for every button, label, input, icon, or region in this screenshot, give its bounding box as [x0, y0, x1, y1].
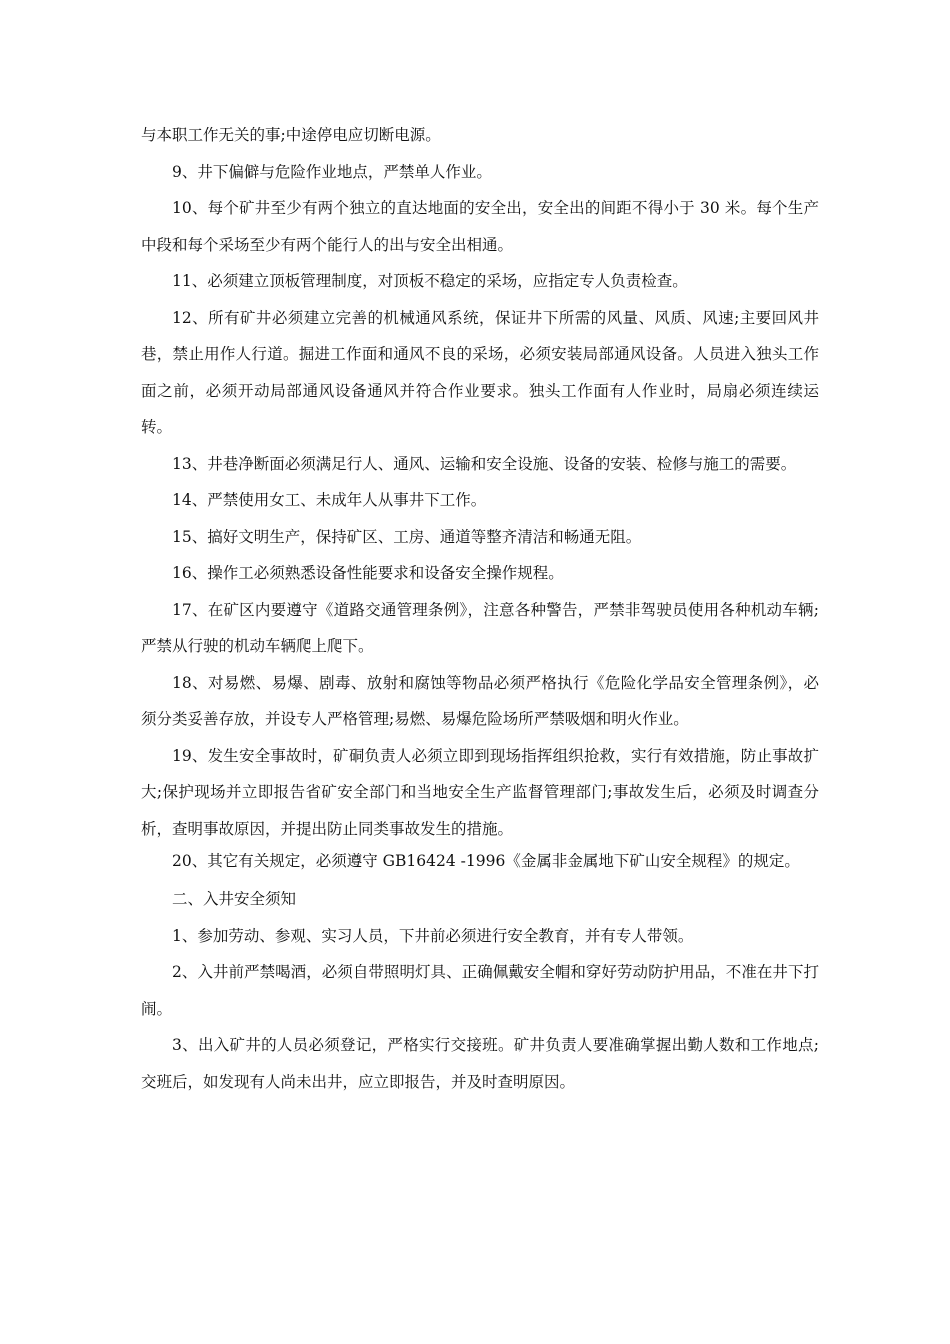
section-heading: 二、入井安全须知 — [172, 890, 297, 908]
paragraph-item-20: 20、其它有关规定，必须遵守 GB16424 -1996《金属非金属地下矿山安全规程》的规定。 — [172, 852, 800, 870]
paragraph-item-13: 13、井巷净断面必须满足行人、通风、运输和安全设施、设备的安装、检修与施工的需要。 — [172, 454, 797, 473]
paragraph-item-15: 15、搞好文明生产，保持矿区、工房、通道等整齐清洁和畅通无阻。 — [172, 527, 642, 546]
paragraph-entry-3: 3、出入矿井的人员必须登记，严格实行交接班。矿井负责人要准确掌握出勤人数和工作地点;交班后，如发现有人尚未出井，应立即报告，并及时查明原因。 — [141, 1036, 819, 1091]
paragraph-item-14: 14、严禁使用女工、未成年人从事井下工作。 — [172, 491, 487, 509]
paragraph-entry-2: 2、入井前严禁喝酒，必须自带照明灯具、正确佩戴安全帽和穿好劳动防护用品，不准在井下打闹。 — [141, 963, 819, 1018]
paragraph-entry-1: 1、参加劳动、参观、实习人员，下井前必须进行安全教育，并有专人带领。 — [172, 926, 694, 945]
paragraph-item-9: 9、井下偏僻与危险作业地点，严禁单人作业。 — [172, 162, 492, 181]
document-body — [141, 117, 819, 1100]
paragraph-item-17: 17、在矿区内要遵守《道路交通管理条例》，注意各种警告，严禁非驾驶员使用各种机动车辆;严禁从行驶的机动车辆爬上爬下。 — [141, 600, 819, 655]
paragraph-item-19: 19、发生安全事故时，矿硐负责人必须立即到现场指挥组织抢救，实行有效措施，防止事故扩大;保护现场并立即报告省矿安全部门和当地安全生产监督管理部门;事故发生后，必须及时调查分析，查明事故原因，并提出防止同类事故发生的措施。 — [141, 746, 819, 838]
paragraph-item-10: 10、每个矿井至少有两个独立的直达地面的安全出，安全出的间距不得小于 30 米。每个生产中段和每个采场至少有两个能行人的出与安全出相通。 — [141, 199, 819, 254]
paragraph-item-18: 18、对易燃、易爆、剧毒、放射和腐蚀等物品必须严格执行《危险化学品安全管理条例》，必须分类妥善存放，并设专人严格管理;易燃、易爆危险场所严禁吸烟和明火作业。 — [141, 673, 819, 728]
paragraph-item-11: 11、必须建立顶板管理制度，对顶板不稳定的采场，应指定专人负责检查。 — [172, 272, 688, 290]
paragraph-item-12: 12、所有矿井必须建立完善的机械通风系统，保证井下所需的风量、风质、风速;主要回风井巷，禁止用作人行道。掘进工作面和通风不良的采场，必须安装局部通风设备。人员进入独头工作面之前，必须开动局部通风设备通风并符合作业要求。独头工作面有人作业时，局扇必须连续运转。 — [141, 308, 819, 436]
paragraph-item-16: 16、操作工必须熟悉设备性能要求和设备安全操作规程。 — [172, 564, 564, 582]
paragraph-continuation: 与本职工作无关的事;中途停电应切断电源。 — [141, 126, 441, 144]
